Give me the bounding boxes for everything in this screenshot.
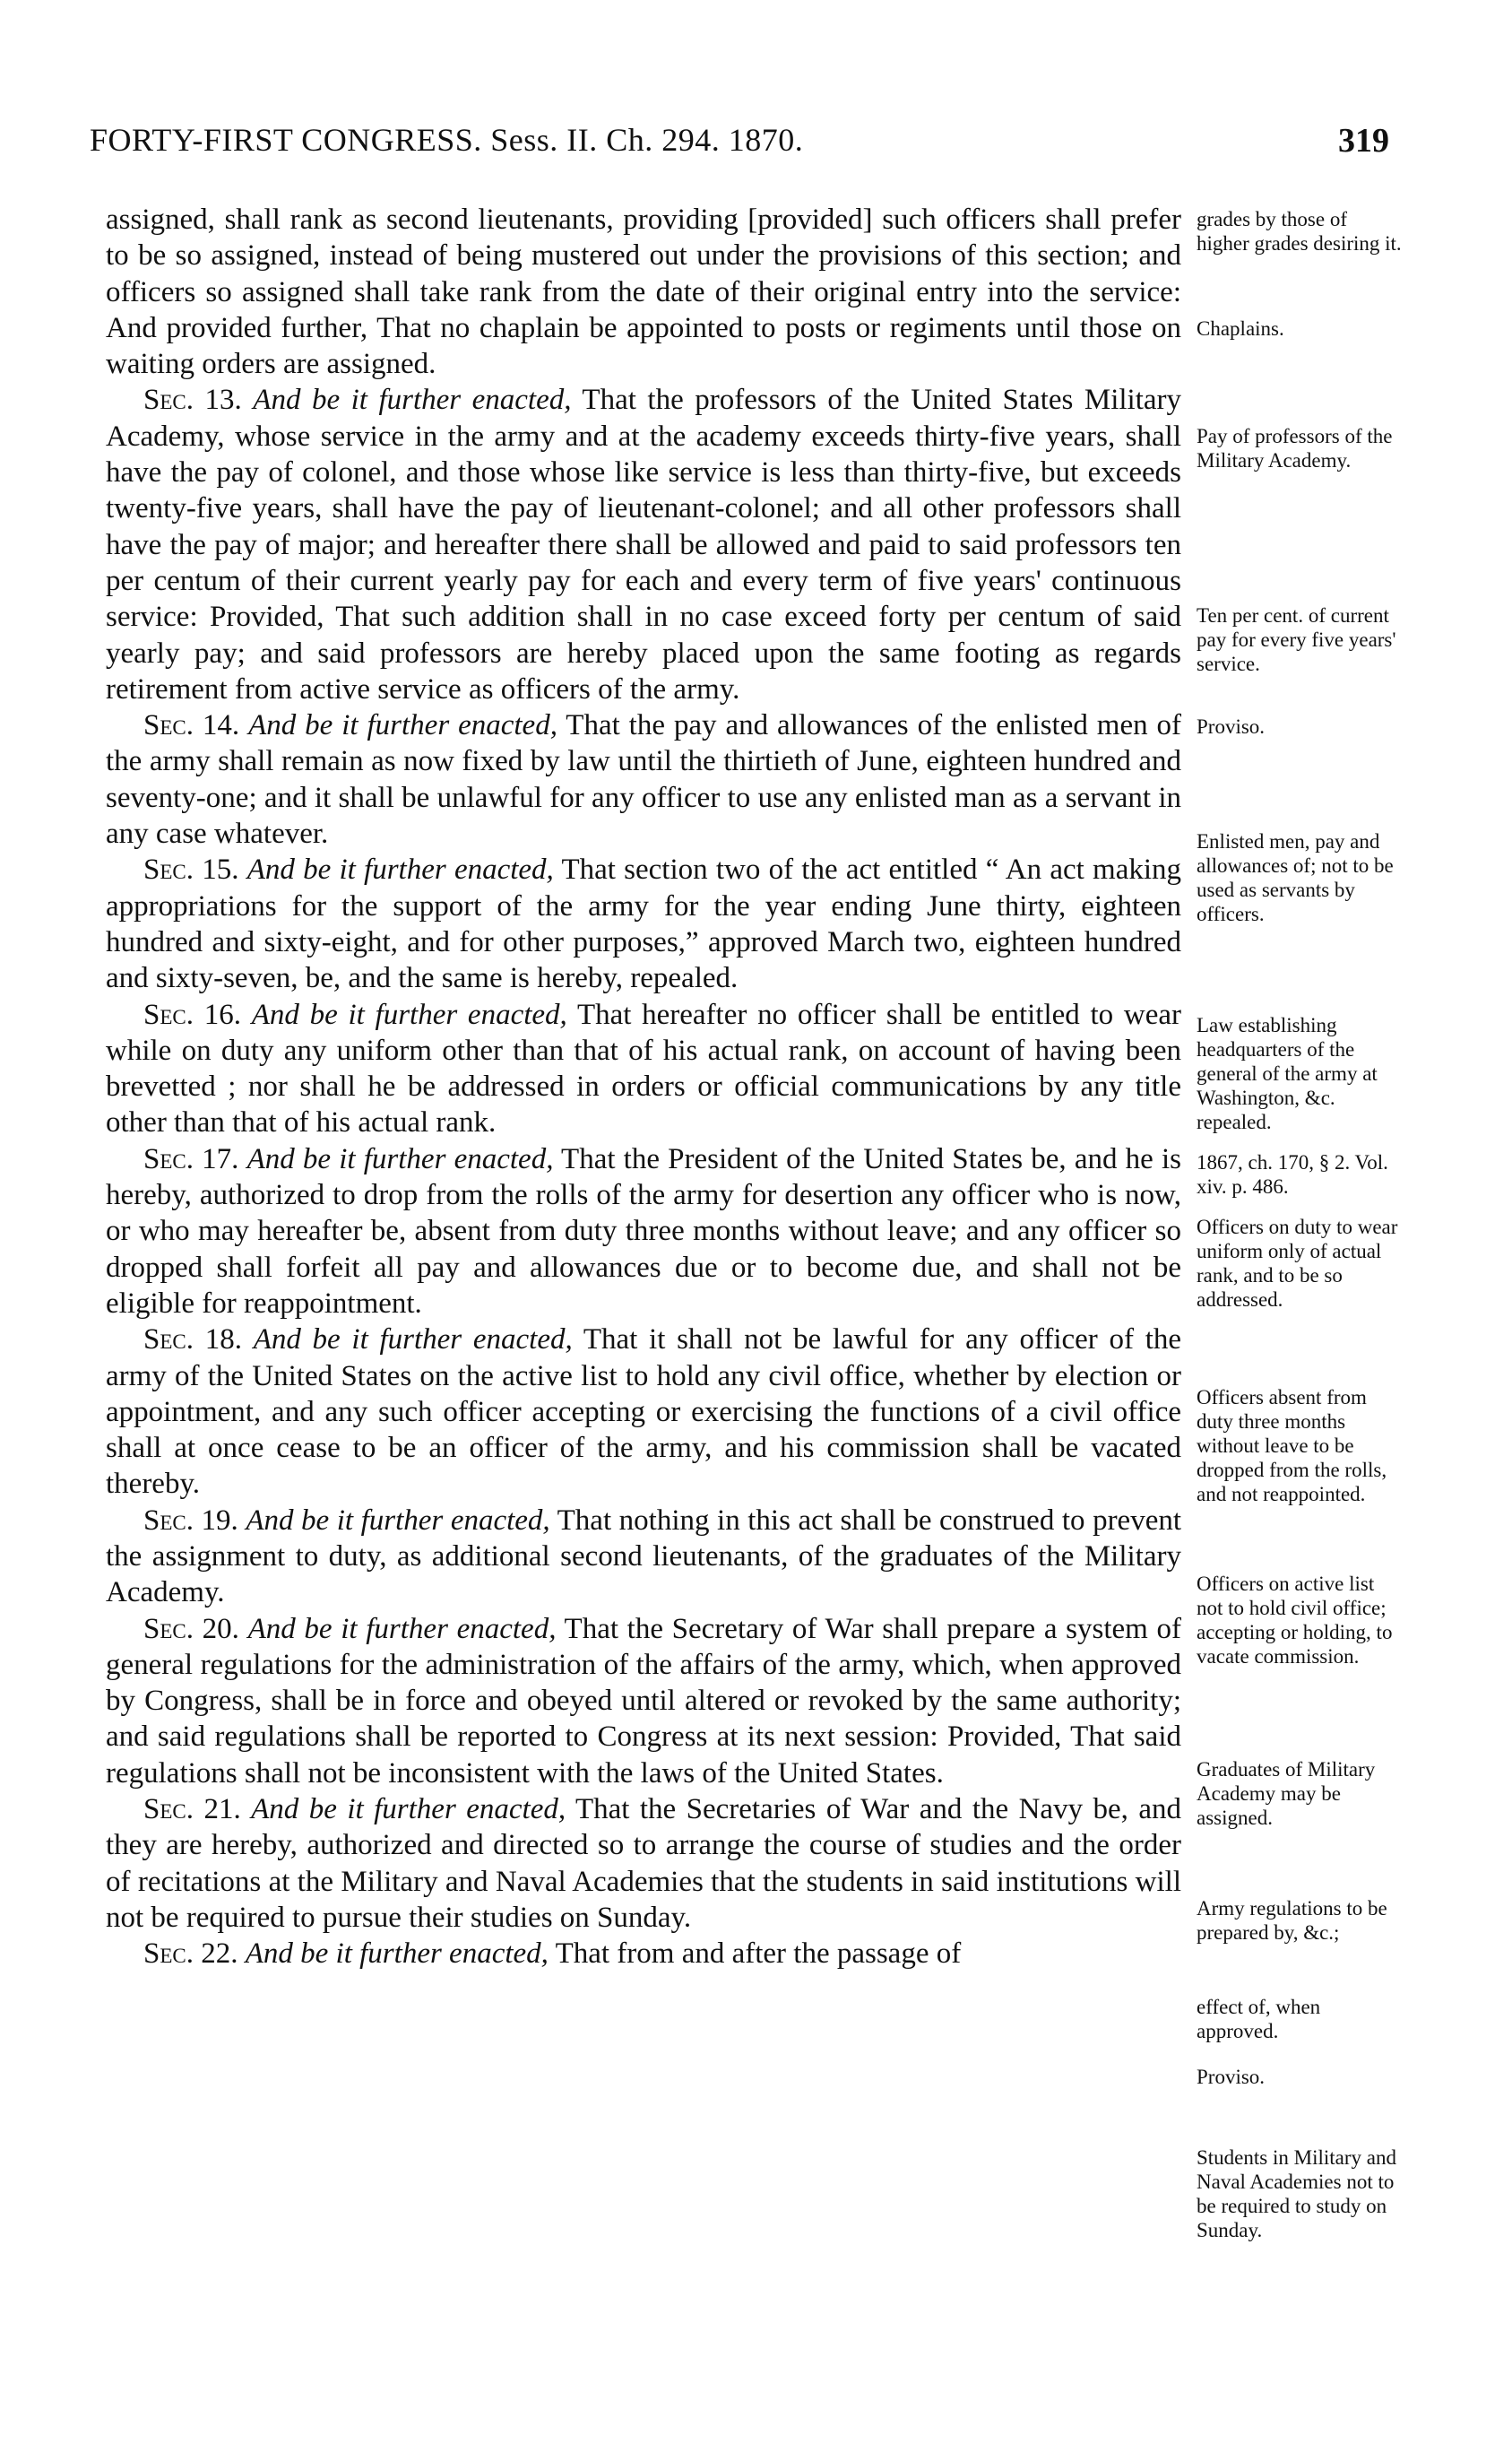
section-number: Sec. 15. [143,854,239,887]
section-number: Sec. 19. [143,1504,238,1537]
section-number: Sec. 16. [143,998,241,1031]
paragraph-text: That nothing in this act shall be construed to prevent the assignment to duty, as additional second lieutenants, of the graduates of the Military Academy. [106,1504,1182,1609]
paragraph-text: That the Secretaries of War and the Navy be, and they are hereby, authorized and directed so to arrange the course of studies and the order of recitations at the Military and Naval Academies that the students in said institutions will not be required to pursue their studies on Sunday. [106,1793,1182,1934]
section-14 [106,707,1181,852]
margin-note: Officers on active list not to hold civil office; accepting or holding, to vacate commission. [1197,1573,1393,1668]
margin-note: 1867, ch. 170, § 2. Vol. xiv. p. 486. [1197,1151,1388,1198]
margin-note: Officers on duty to wear uniform only of actual rank, and to be so addressed. [1197,1216,1398,1311]
paragraph-text: That the President of the United States be, and he is hereby, authorized to drop from the rolls of the army for desertion any officer who is now, or who may hereafter be, absent from duty three months without leave; and any officer so dropped shall forfeit all pay and allowances due or to become due, and shall not be eligible for reappointment. [106,1142,1181,1320]
section-22 [106,1936,1181,1972]
section-number: Sec. 22. [143,1937,238,1971]
enacting-clause: And be it further enacted, [253,1323,573,1356]
margin-note: Graduates of Military Academy may be assigned. [1197,1758,1376,1829]
main-text [106,202,1181,1972]
margin-note: grades by those of higher grades desiring it. [1197,208,1402,255]
margin-note: Officers absent from duty three months without leave to be dropped from the rolls, and not reappointed. [1197,1386,1387,1505]
paragraph-text: That it shall not be lawful for any officer of the army of the United States on the active list to hold any civil office, whether by election or appointment, and any such officer accepting or exercising the functions of a civil office shall at once cease to be an officer of the army, and his commission shall be vacated thereby. [106,1323,1182,1501]
margin-note: Chaplains. [1197,317,1284,340]
enacting-clause: And be it further enacted, [246,1504,550,1537]
section-number: Sec. 14. [143,709,240,742]
section-17 [106,1141,1181,1322]
paragraph-text: That section two of the act entitled “ An act making appropriations for the support of the army for the year ending June thirty, eighteen hundred and sixty-eight, and for other purposes,” approved March two, eighteen hundred and sixty-seven, be, and the same is hereby, repealed. [106,854,1182,995]
page-header [90,121,1389,175]
paragraph-text: That the professors of the United States Military Academy, whose service in the army and at the academy exceeds thirty-five years, shall have the pay of colonel, and those whose like service is less than thirty-five, but exceeds twenty-five years, shall have the pay of lieutenant-colonel; and all other professors shall have the pay of major; and hereafter there shall be allowed and paid to said professors ten per centum of their current yearly pay for each and every term of five years' continuous service: Provided, That such addition shall in no case exceed forty per centum of said yearly pay; and said professors are hereby placed upon the same footing as regards retirement from active service as officers of the army. [106,384,1182,706]
margin-note: Army regulations to be prepared by, &c.; [1197,1897,1387,1944]
section-21 [106,1791,1181,1936]
margin-note: Ten per cent. of current pay for every five years' service. [1197,604,1396,675]
margin-note: Proviso. [1197,2066,1266,2088]
paragraph-continuation [106,202,1181,382]
margin-note: Proviso. [1197,715,1266,738]
paragraph-text: That from and after the passage of [555,1937,962,1971]
margin-note: effect of, when approved. [1197,1996,1321,2042]
paragraph-text: That the pay and allowances of the enlisted men of the army shall remain as now fixed by law until the thirtieth of June, eighteen hundred and seventy-one; and it shall be unlawful for any officer to use any enlisted man as a servant in any case whatever. [106,709,1182,851]
enacting-clause: And be it further enacted, [253,384,572,417]
margin-note: Law establishing headquarters of the general of the army at Washington, &c. repealed. [1197,1014,1378,1133]
section-number: Sec. 13. [143,384,242,417]
enacting-clause: And be it further enacted, [251,1793,566,1826]
margin-note: Pay of professors of the Military Academy. [1197,425,1393,472]
section-15 [106,852,1181,996]
section-18 [106,1322,1181,1502]
section-number: Sec. 20. [143,1612,239,1645]
enacting-clause: And be it further enacted, [246,854,554,887]
running-title: FORTY-FIRST CONGRESS. Sess. II. Ch. 294. 1870. [90,122,804,158]
section-number: Sec. 21. [143,1793,241,1826]
paragraph-text: That hereafter no officer shall be entitled to wear while on duty any uniform other than that of his actual rank, on account of having been brevetted ; nor shall he be addressed in orders or official communications by any title other than that of his actual rank. [106,998,1182,1140]
page-number: 319 [1338,122,1389,160]
paragraph-text: That the Secretary of War shall prepare a system of general regulations for the administration of the affairs of the army, which, when approved by Congress, shall be in force and obeyed until altered or revoked by the same authority; and said regulations shall be reported to Congress at its next session: Provided, That said regulations shall not be inconsistent with the laws of the United States. [106,1612,1182,1790]
enacting-clause: And be it further enacted, [251,998,567,1031]
margin-note: Students in Military and Naval Academies not to be required to study on Sunday. [1197,2146,1396,2241]
section-19 [106,1503,1181,1611]
section-13 [106,382,1181,707]
enacting-clause: And be it further enacted, [247,1612,557,1645]
enacting-clause: And be it further enacted, [245,1937,549,1971]
section-20 [106,1611,1181,1791]
section-number: Sec. 17. [143,1142,239,1175]
section-number: Sec. 18. [143,1323,242,1356]
paragraph-text: assigned, shall rank as second lieutenants, providing [provided] such officers shall prefer to be so assigned, instead of being mustered out under the provisions of this section; and officers so assigned shall take rank from the date of their original entry into the service: And provided further, That no chaplain be appointed to posts or regiments until those on waiting orders are assigned. [106,204,1181,381]
section-16 [106,997,1181,1141]
margin-note: Enlisted men, pay and allowances of; not to be used as servants by officers. [1197,830,1394,925]
enacting-clause: And be it further enacted, [246,1142,554,1175]
enacting-clause: And be it further enacted, [248,709,557,742]
